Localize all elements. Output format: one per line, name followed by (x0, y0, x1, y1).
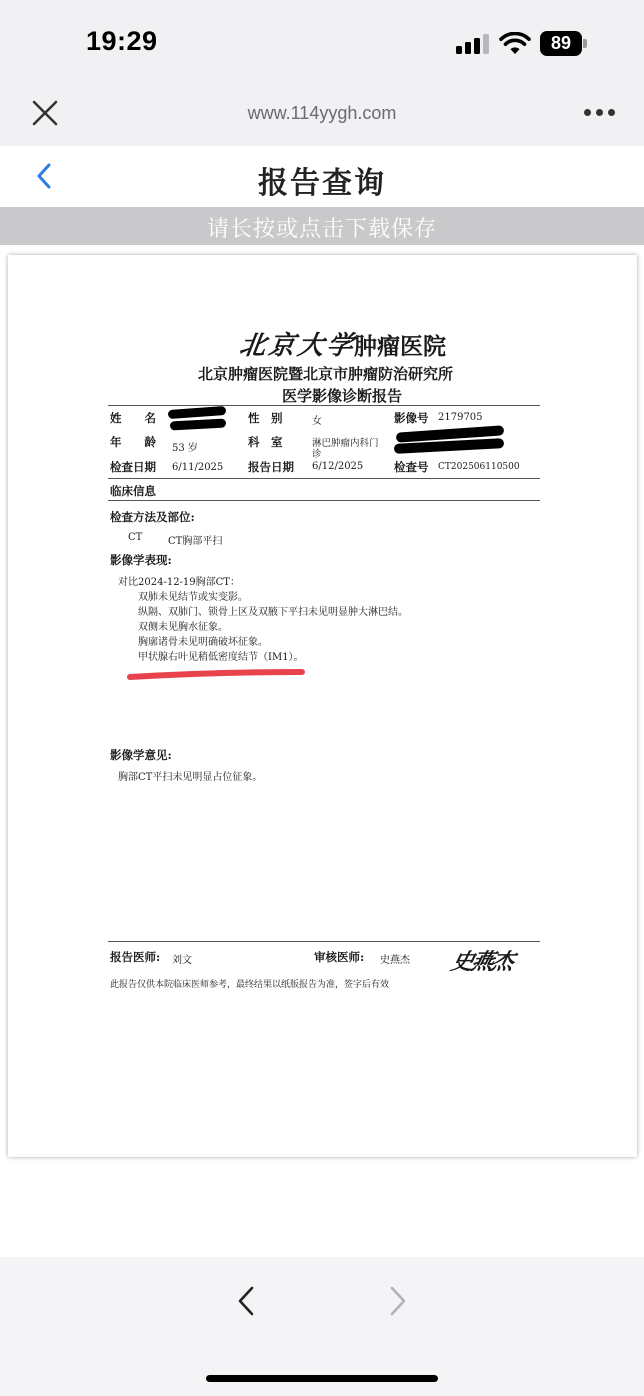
download-hint-banner[interactable]: 请长按或点击下载保存 (0, 207, 644, 245)
gender-label: 性 别 (248, 411, 283, 425)
browser-back-icon[interactable] (236, 1285, 256, 1317)
findings-line: 纵隔、双肺门、锁骨上区及双腋下平扫未见明显肿大淋巴结。 (138, 607, 408, 618)
report-date-value: 6/12/2025 (312, 461, 364, 472)
more-options-icon[interactable] (580, 108, 618, 118)
exam-number-value: CT202506110500 (438, 462, 520, 472)
exam-date-value: 6/11/2025 (172, 462, 224, 473)
image-number-label: 影像号 (394, 411, 429, 425)
method-value: CT胸部平扫 (168, 536, 223, 547)
name-redaction (168, 406, 226, 419)
cellular-signal-icon (456, 34, 490, 54)
age-value: 53 岁 (172, 443, 198, 454)
info-divider (108, 478, 540, 479)
home-indicator[interactable] (206, 1375, 438, 1382)
report-doctor-label: 报告医师: (110, 950, 161, 964)
doctor-signature: 史燕杰 (448, 949, 515, 975)
status-bar (0, 0, 644, 88)
url-display[interactable]: www.114yygh.com (247, 103, 397, 123)
department-label: 科 室 (248, 435, 283, 449)
image-number-value: 2179705 (438, 412, 483, 423)
page-header (0, 146, 644, 207)
wifi-icon (499, 32, 531, 56)
impression-label: 影像学意见: (110, 748, 172, 762)
report-document[interactable] (8, 255, 637, 1157)
university-logo-text: 北京大学 (237, 331, 358, 361)
modality-value: CT (128, 532, 143, 543)
name-redaction (170, 419, 226, 431)
department-value-line2: 诊 (312, 449, 322, 460)
report-title: 医学影像诊断报告 (282, 387, 403, 405)
age-label: 年 龄 (110, 435, 156, 449)
page-title: 报告查询 (258, 166, 386, 201)
report-doctor-value: 刘文 (172, 955, 192, 966)
name-label: 姓 名 (110, 411, 156, 425)
exam-date-label: 检查日期 (110, 460, 156, 474)
exam-number-label: 检查号 (394, 460, 429, 474)
findings-line: 胸廓诸骨未见明确破坏征象。 (138, 637, 268, 648)
highlight-underline (126, 668, 306, 682)
review-doctor-label: 审核医师: (314, 950, 365, 964)
footer-divider (108, 941, 540, 942)
browser-toolbar (0, 88, 644, 146)
browser-bottom-bar (0, 1257, 644, 1396)
hospital-logo-text: 肿瘤医院 (354, 334, 446, 360)
clinical-info-label: 临床信息 (110, 484, 156, 498)
battery-tip (583, 39, 587, 48)
findings-line-highlighted: 甲状腺右叶见稍低密度结节（IM1）。 (138, 652, 304, 663)
impression-text: 胸部CT平扫未见明显占位征象。 (118, 772, 263, 783)
department-value-line1: 淋巴肿瘤内科门 (312, 438, 379, 449)
status-time: 19:29 (86, 26, 158, 56)
findings-line: 对比2024-12-19胸部CT： (118, 577, 240, 588)
findings-line: 双肺未见结节或实变影。 (138, 592, 248, 603)
disclaimer-text: 此报告仅供本院临床医师参考，最终结果以纸版报告为准，签字后有效 (110, 980, 390, 990)
review-doctor-value: 史燕杰 (380, 955, 410, 966)
institution-name: 北京肿瘤医院暨北京市肿瘤防治研究所 (198, 365, 454, 383)
battery-indicator: 89 (540, 31, 582, 56)
browser-forward-icon[interactable] (388, 1285, 408, 1317)
findings-line: 双侧未见胸水征象。 (138, 622, 228, 633)
findings-label: 影像学表现: (110, 553, 172, 567)
report-date-label: 报告日期 (248, 460, 294, 474)
gender-value: 女 (312, 416, 322, 427)
header-divider (108, 405, 540, 406)
method-label: 检查方法及部位: (110, 510, 195, 524)
clinical-divider (108, 500, 540, 501)
